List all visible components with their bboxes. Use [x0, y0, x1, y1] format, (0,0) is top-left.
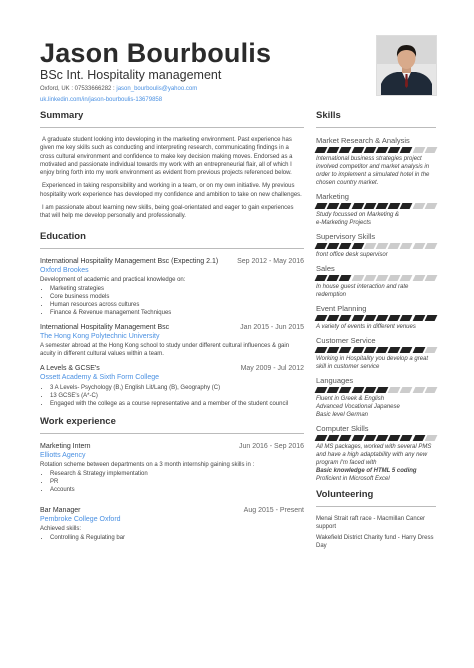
- skill-level-segment: [363, 315, 376, 321]
- skill-level-segment: [400, 147, 413, 153]
- education-entry: [40, 364, 304, 408]
- section-divider: [40, 248, 304, 249]
- skill-level-segment: [400, 387, 413, 393]
- role-title: Marketing Intern: [40, 442, 91, 450]
- skill-level-segment: [363, 275, 376, 281]
- skill-name: Customer Service: [316, 336, 376, 345]
- entry-description: A semester abroad at the Hong Kong school to study under different cultural influences & gain acuity in different cultural values within a team.: [40, 342, 290, 357]
- skill-note: Study focussed on Marketing &: [316, 212, 400, 218]
- skill-level-segment: [424, 275, 437, 281]
- linkedin-link[interactable]: uk.linkedin.com/in/jason-bourboulis-13679858: [40, 97, 163, 103]
- school-name[interactable]: Oxford Brookes: [40, 266, 89, 274]
- candidate-title: BSc Int. Hospitality management: [40, 68, 222, 82]
- skill-level-segment: [339, 203, 352, 209]
- school-name[interactable]: The Hong Kong Polytechnic University: [40, 332, 160, 340]
- skill-level-segment: [400, 243, 413, 249]
- role-title: Bar Manager: [40, 506, 81, 514]
- profile-photo-image: [377, 36, 436, 95]
- skill-level-segment: [412, 435, 425, 441]
- company-name[interactable]: Pembroke College Oxford: [40, 515, 121, 523]
- skill-level-bar: [316, 275, 436, 281]
- skill-level-segment: [400, 315, 413, 321]
- skill-note: In house guest interaction and rate redemption: [316, 284, 409, 298]
- list-item: • 3 A Levels- Psychology (B,) English Lit/Lang (B), Geography (C): [50, 384, 304, 392]
- education-entry: [40, 323, 304, 358]
- skill-level-segment: [339, 435, 352, 441]
- skill-level-segment: [424, 203, 437, 209]
- candidate-name: Jason Bourboulis: [40, 38, 272, 68]
- skill-level-segment: [339, 347, 352, 353]
- work-entry: [40, 442, 304, 494]
- skill-level-bar: [316, 203, 436, 209]
- degree-title: International Hospitality Management Bsc (Expecting 2.1): [40, 257, 219, 265]
- list-item: • PR: [50, 478, 304, 486]
- work-entry: [40, 506, 304, 542]
- entry-description: Development of academic and practical knowledge on:: [40, 276, 186, 283]
- skill-item: [316, 336, 436, 371]
- skill-name: Supervisory Skills: [316, 232, 376, 241]
- bullet-list: [40, 534, 304, 542]
- skill-note: International business strategies project involved competitor and market analysis in order to implement a simulated hotel in the chosen country market.: [316, 156, 430, 186]
- summary-paragraph: Experienced in taking responsibility and working in a team, or on my own initiative. My previous hospitality work experience has developed my confidence and ambition to take on new challenges.: [40, 183, 302, 198]
- skill-level-segment: [351, 203, 364, 209]
- degree-title: A Levels & GCSE's: [40, 364, 100, 372]
- skill-note: e-Marketing Projects: [316, 220, 372, 226]
- skill-note: Proficient in Microsoft Excel: [316, 476, 390, 482]
- skill-level-segment: [363, 347, 376, 353]
- section-divider: [40, 433, 304, 434]
- list-item: • Accounts: [50, 486, 304, 494]
- skill-level-segment: [363, 243, 376, 249]
- volunteering-item: Menai Strait raft race - Macmillan Cancer support: [316, 516, 426, 530]
- list-item: • Finance & Revenue management Techniques: [50, 309, 304, 317]
- skill-note: All MS packages, worked with several PMS and have a high adaptability with any new program I'm faced with: [316, 444, 432, 466]
- education-entry: [40, 257, 304, 317]
- skill-item: [316, 304, 436, 331]
- skill-item: [316, 424, 436, 483]
- company-name[interactable]: Elliotts Agency: [40, 451, 86, 459]
- skill-name: Market Research & Analysis: [316, 136, 410, 145]
- section-divider: [40, 127, 304, 128]
- skill-level-bar: [316, 315, 436, 321]
- skill-level-segment: [351, 387, 364, 393]
- entry-description: Rotation scheme between departments on a 3 month internship gaining skills in :: [40, 461, 255, 468]
- skill-level-segment: [400, 347, 413, 353]
- skill-level-segment: [339, 275, 352, 281]
- skill-item: [316, 232, 436, 259]
- skill-level-segment: [412, 387, 425, 393]
- degree-title: International Hospitality Management Bsc: [40, 323, 170, 331]
- skill-level-segment: [363, 387, 376, 393]
- bullet-list: [40, 285, 304, 317]
- skill-level-segment: [424, 435, 437, 441]
- skill-level-bar: [316, 243, 436, 249]
- summary-heading: Summary: [40, 110, 84, 121]
- skill-note: Working in Hospitality you develop a great skill in customer service: [316, 356, 429, 370]
- skill-level-segment: [363, 147, 376, 153]
- skill-level-segment: [339, 243, 352, 249]
- skill-name: Event Planning: [316, 304, 367, 313]
- date-range: Jan 2015 - Jun 2015: [240, 323, 304, 331]
- bullet-list: [40, 470, 304, 494]
- skill-level-segment: [412, 315, 425, 321]
- skill-level-bar: [316, 387, 436, 393]
- list-item: • 13 GCSE's (A*-C): [50, 392, 304, 400]
- skill-level-segment: [412, 203, 425, 209]
- skill-level-bar: [316, 147, 436, 153]
- skill-level-segment: [363, 435, 376, 441]
- skill-level-segment: [424, 147, 437, 153]
- skill-level-segment: [351, 147, 364, 153]
- skill-level-segment: [412, 243, 425, 249]
- section-divider: [316, 506, 436, 507]
- skill-note: A variety of events in different venues: [316, 324, 416, 330]
- volunteering-heading: Volunteering: [316, 489, 374, 500]
- skill-level-segment: [351, 275, 364, 281]
- skill-item: [316, 376, 436, 419]
- skill-note: Fluent in Greek & English: [316, 396, 385, 402]
- section-divider: [316, 127, 436, 128]
- skill-level-segment: [400, 275, 413, 281]
- date-range: Sep 2012 - May 2016: [237, 257, 304, 265]
- skill-level-bar: [316, 435, 436, 441]
- skills-list: [316, 136, 436, 483]
- location-phone: Oxford, UK : 07533666282 :: [40, 86, 117, 92]
- summary-paragraph: I am passionate about learning new skills, being goal-orientated and eager to gain experiences that will help me develop personally and professionally.: [40, 205, 294, 220]
- skills-heading: Skills: [316, 110, 341, 121]
- school-name[interactable]: Ossett Academy & Sixth Form College: [40, 373, 160, 381]
- skill-name: Languages: [316, 376, 354, 385]
- skill-item: [316, 192, 436, 227]
- skill-level-segment: [412, 147, 425, 153]
- list-item: • Core business models: [50, 293, 304, 301]
- sidebar-column: [316, 106, 436, 553]
- date-range: May 2009 - Jul 2012: [240, 364, 304, 372]
- skill-level-segment: [363, 203, 376, 209]
- skill-level-segment: [424, 347, 437, 353]
- entry-description: Achieved skills:: [40, 525, 82, 532]
- skill-level-segment: [424, 315, 437, 321]
- skill-level-segment: [351, 243, 364, 249]
- skill-name: Computer Skills: [316, 424, 369, 433]
- skill-level-segment: [412, 275, 425, 281]
- skill-level-segment: [339, 147, 352, 153]
- skill-name: Marketing: [316, 192, 349, 201]
- skill-level-segment: [339, 315, 352, 321]
- skill-level-segment: [351, 435, 364, 441]
- skill-note: front office desk supervisor: [316, 252, 388, 258]
- skill-level-bar: [316, 347, 436, 353]
- volunteering-item: Wakefield District Charity fund - Harry Dress Day: [316, 535, 434, 549]
- list-item: • Controlling & Regulating bar: [50, 534, 304, 542]
- skill-level-segment: [351, 315, 364, 321]
- skill-level-segment: [400, 435, 413, 441]
- date-range: Jun 2016 - Sep 2016: [239, 442, 304, 450]
- summary-paragraph: A graduate student looking into developing in the marketing environment. Past experience has given me key skills such as conducting and interpreting research, communicating findings in a cross cultural environment and confidence to make key decision making moves. Endorsed as a motivated and passionate individual towards my work with an entrepreneurial flair, all of which I enjoy bring forth into my work environment as evident from previous projects referenced below.: [40, 137, 293, 177]
- skill-level-segment: [339, 387, 352, 393]
- list-item: • Engaged with the college as a course representative and a member of the student council: [50, 400, 304, 408]
- skill-item: [316, 264, 436, 299]
- list-item: • Research & Strategy implementation: [50, 470, 304, 478]
- contact-line: [40, 86, 197, 92]
- bullet-list: [40, 384, 304, 408]
- skill-note: Basic level German: [316, 412, 369, 418]
- skill-level-segment: [351, 347, 364, 353]
- email-link[interactable]: jason_bourboulis@yahoo.com: [116, 86, 198, 92]
- education-heading: Education: [40, 230, 86, 242]
- skill-level-segment: [400, 203, 413, 209]
- skill-name: Sales: [316, 264, 335, 273]
- work-heading: Work experience: [40, 415, 116, 427]
- skill-level-segment: [412, 347, 425, 353]
- list-item: • Marketing strategies: [50, 285, 304, 293]
- date-range: Aug 2015 - Present: [243, 506, 304, 514]
- main-column: [40, 106, 304, 548]
- skill-note-bold: Basic knowledge of HTML 5 coding: [316, 468, 417, 474]
- skill-level-segment: [424, 387, 437, 393]
- skill-item: [316, 136, 436, 187]
- skill-level-segment: [424, 243, 437, 249]
- skill-note: Advanced Vocational Japanese: [316, 404, 400, 410]
- profile-photo: [376, 35, 437, 96]
- list-item: • Human resources across cultures: [50, 301, 304, 309]
